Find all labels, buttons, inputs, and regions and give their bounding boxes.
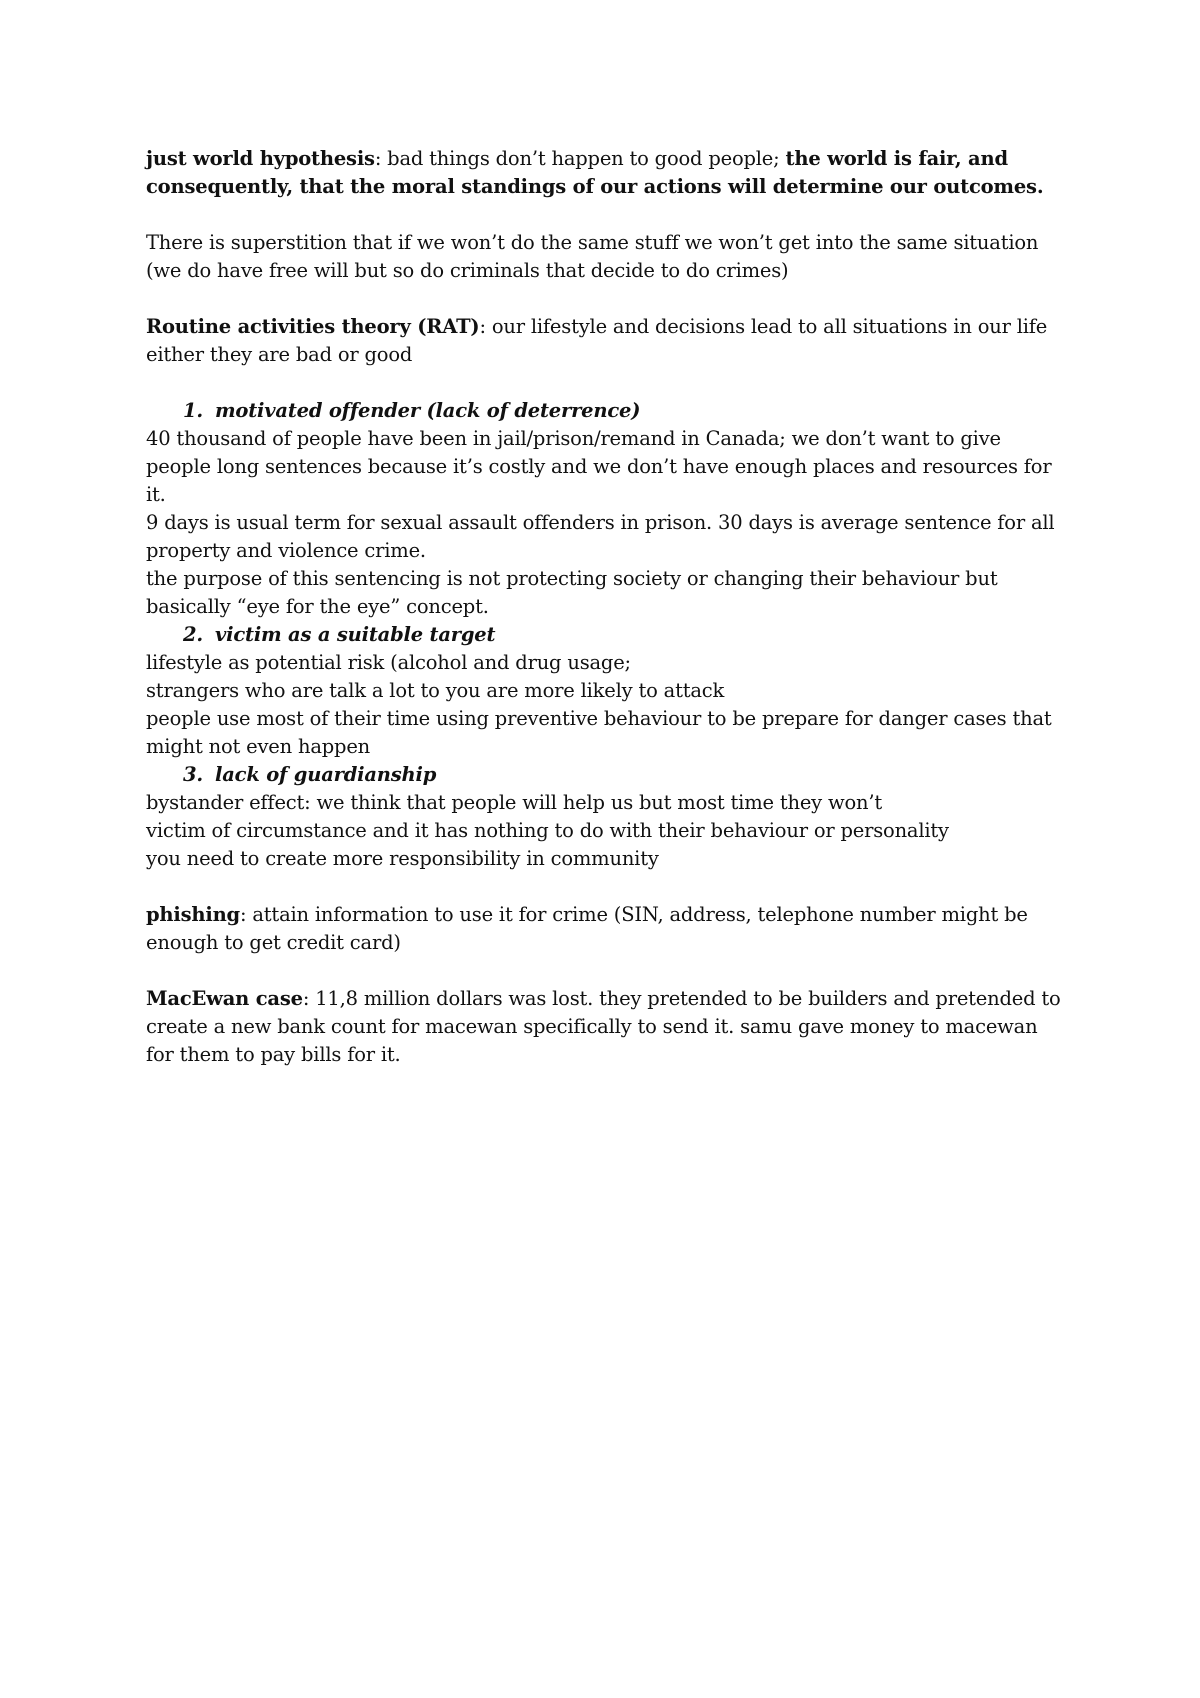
phishing-term: phishing [146,903,240,926]
phishing-paragraph [146,901,1066,957]
list-item-line: you need to create more responsibility in community [146,847,659,870]
list-item-heading: 1. motivated offender (lack of deterrence) [183,399,641,422]
list-item-line: 9 days is usual term for sexual assault offenders in prison. 30 days is average sentence for all property and violence crime. [146,511,1055,562]
list-item-line: lifestyle as potential risk (alcohol and drug usage; [146,651,631,674]
rat-list [146,397,1066,873]
list-item-line: people use most of their time using preventive behaviour to be prepare for danger cases that might not even happen [146,707,1052,758]
list-item-line: bystander effect: we think that people will help us but most time they won’t [146,791,883,814]
rat-paragraph [146,313,1066,369]
list-item-line: 40 thousand of people have been in jail/prison/remand in Canada; we don’t want to give people long sentences because it’s costly and we don’t have enough places and resources for it. [146,427,1052,506]
list-item-line: victim of circumstance and it has nothing to do with their behaviour or personality [146,819,949,842]
superstition-line-2: (we do have free will but so do criminals that decide to do crimes) [146,259,789,282]
superstition-line-1: There is superstition that if we won’t do the same stuff we won’t get into the same situation [146,231,1039,254]
just-world-paragraph [146,145,1066,201]
list-item-heading: 3. lack of guardianship [183,763,437,786]
document-page [146,145,1066,1069]
phishing-definition: : attain information to use it for crime (SIN, address, telephone number might be enough to get credit card) [146,903,1028,954]
superstition-paragraph [146,229,1066,285]
macewan-description: : 11,8 million dollars was lost. they pretended to be builders and pretended to create a new bank count for macewan specifically to send it. samu gave money to macewan for them to pay bills for it. [146,987,1061,1066]
rat-term: Routine activities theory (RAT) [146,315,480,338]
macewan-paragraph [146,985,1066,1069]
list-item-line: the purpose of this sentencing is not protecting society or changing their behaviour but basically “eye for the eye” concept. [146,567,998,618]
just-world-term: just world hypothesis [146,147,375,170]
list-item-heading: 2. victim as a suitable target [183,623,496,646]
list-item-line: strangers who are talk a lot to you are more likely to attack [146,679,725,702]
macewan-term: MacEwan case [146,987,303,1010]
just-world-bold-definition: the world is fair, and consequently, that the moral standings of our actions will determine our outcomes. [146,147,1044,198]
just-world-definition: : bad things don’t happen to good people; [374,147,786,170]
rat-definition: : our lifestyle and decisions lead to all situations in our life either they are bad or good [146,315,1048,366]
